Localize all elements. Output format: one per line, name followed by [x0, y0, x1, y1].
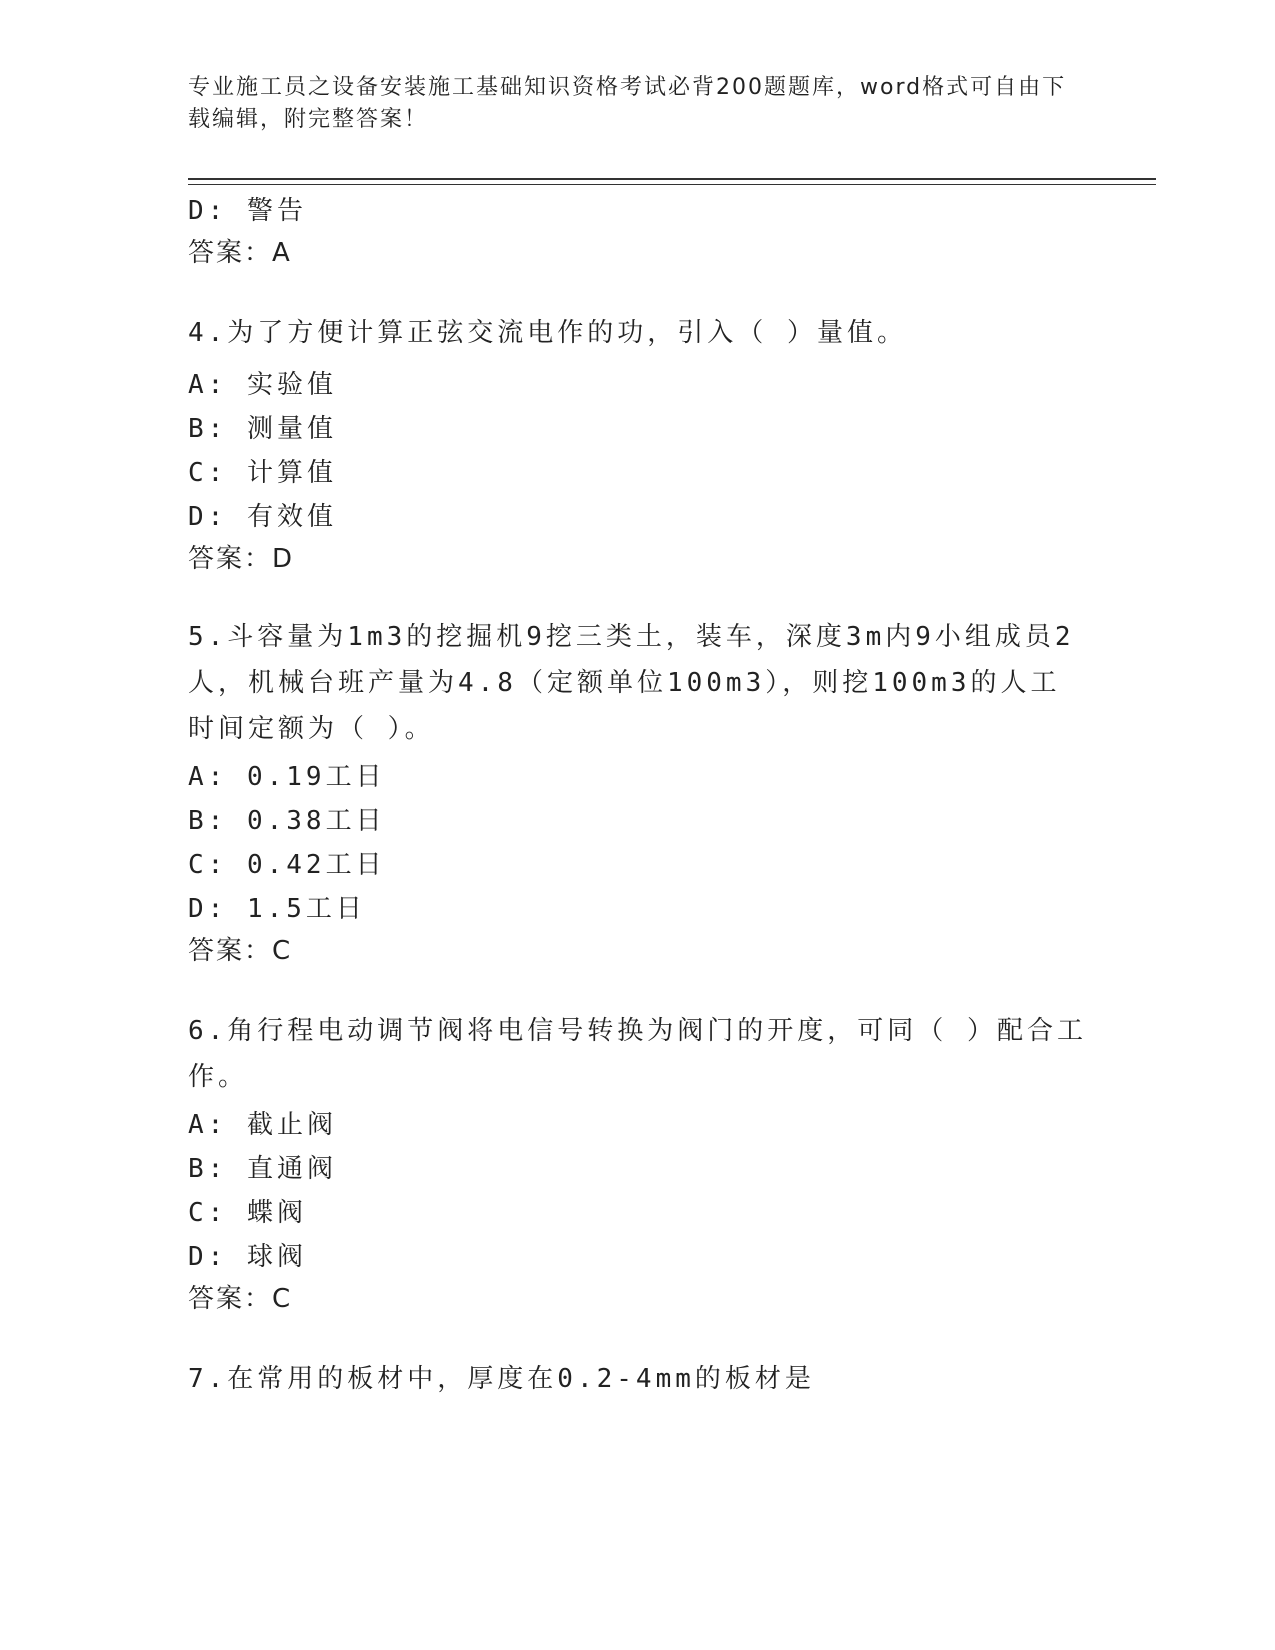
prev-answer: 答案：A — [188, 238, 292, 268]
header-rule-thick — [188, 178, 1156, 180]
q6-option-a: A: 截止阀 — [188, 1110, 337, 1140]
q7-question: 7.在常用的板材中，厚度在0.2-4mm的板材是 — [188, 1364, 815, 1394]
q6-option-d: D: 球阀 — [188, 1242, 307, 1272]
q4-question: 4.为了方便计算正弦交流电作的功，引入（ ）量值。 — [188, 318, 907, 348]
q6-option-c: C: 蝶阀 — [188, 1198, 307, 1228]
q5-option-c: C: 0.42工日 — [188, 850, 386, 880]
q6-question: 6.角行程电动调节阀将电信号转换为阀门的开度，可同（ ）配合工作。 — [188, 1016, 1087, 1092]
q6-answer: 答案：C — [188, 1284, 293, 1314]
q5-answer: 答案：C — [188, 936, 293, 966]
q5-question: 5.斗容量为1m3的挖掘机9挖三类土，装车，深度3m内9小组成员2人，机械台班产量为4.8（定额单位100m3），则挖100m3的人工时间定额为（ ）。 — [188, 622, 1075, 744]
q4-option-c: C: 计算值 — [188, 458, 337, 488]
q4-option-a: A: 实验值 — [188, 370, 337, 400]
document-header: 专业施工员之设备安装施工基础知识资格考试必背200题题库，word格式可自由下载编辑，附完整答案！ — [188, 75, 1067, 132]
q4-option-b: B: 测量值 — [188, 414, 337, 444]
q5-option-a: A: 0.19工日 — [188, 762, 386, 792]
prev-option-d: D: 警告 — [188, 196, 307, 226]
q4-answer: 答案：D — [188, 544, 295, 574]
q5-option-b: B: 0.38工日 — [188, 806, 386, 836]
q4-option-d: D: 有效值 — [188, 502, 337, 532]
q6-option-b: B: 直通阀 — [188, 1154, 337, 1184]
header-rule-thin — [188, 184, 1156, 185]
q5-option-d: D: 1.5工日 — [188, 894, 366, 924]
